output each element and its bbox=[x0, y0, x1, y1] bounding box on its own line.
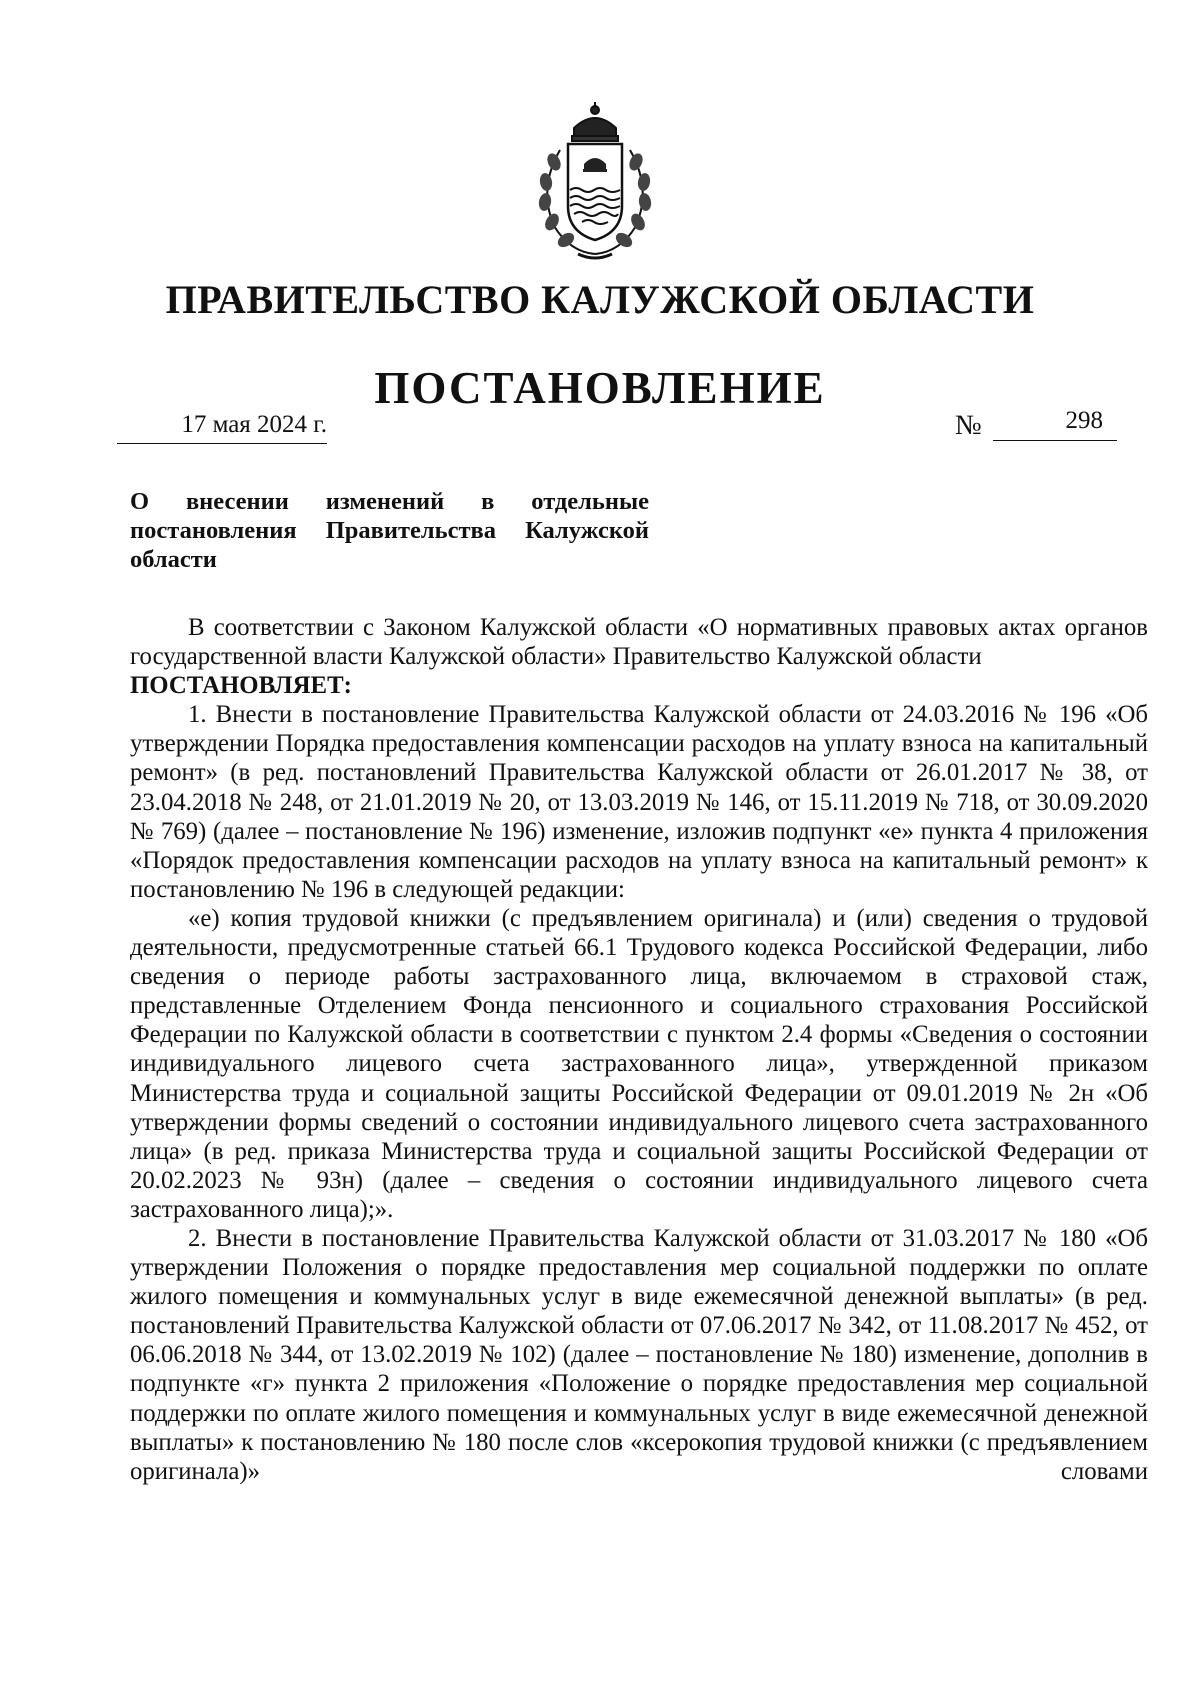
resolves-heading: ПОСТАНОВЛЯЕТ: bbox=[130, 672, 352, 700]
preamble-paragraph: В соответствии с Законом Калужской области «О нормативных правовых актах органов государственной власти Калужской области» Правительство Калужской области bbox=[130, 614, 1148, 671]
organization-title: ПРАВИТЕЛЬСТВО КАЛУЖСКОЙ ОБЛАСТИ bbox=[165, 277, 1035, 322]
document-date: 17 мая 2024 г. bbox=[181, 411, 327, 438]
item-2-paragraph: 2. Внести в постановление Правительства Калужской области от 31.03.2017 № 180 «Об утверждении Положения о порядке предоставления мер социальной поддержки по оплате жилого помещения и коммунальных услуг в виде ежемесячной денежной выплаты» (в ред. постановлений Правительства Калужской области от 07.06.2017 № 342, от 11.08.2017 № 452, от 06.06.2018 № 344, от 13.02.2019 № 102) (далее – постановление № 180) изменение, дополнив в подпункте «г» пункта 2 приложения «Положение о порядке предоставления мер социальной поддержки по оплате жилого помещения и коммунальных услуг в виде ежемесячной денежной выплаты» к постановлению № 180 после слов «ксерокопия трудовой книжки (с предъявлением оригинала)» словами bbox=[130, 1224, 1148, 1485]
coat-of-arms-icon bbox=[530, 102, 660, 262]
document-body bbox=[130, 613, 1148, 1486]
document-type-title: ПОСТАНОВЛЕНИЕ bbox=[374, 363, 826, 413]
document-number: 298 bbox=[1065, 407, 1103, 434]
item-1-paragraph: 1. Внести в постановление Правительства Калужской области от 24.03.2016 № 196 «Об утверждении Порядка предоставления компенсации расходов на уплату взноса на капитальный ремонт» (в ред. постановлений Правительства Калужской области от 26.01.2017 № 38, от 23.04.2018 № 248, от 21.01.2019 № 20, от 13.03.2019 № 146, от 15.11.2019 № 718, от 30.09.2020 № 769) (далее – постановление № 196) изменение, изложив подпункт «е» пункта 4 приложения «Порядок предоставления компенсации расходов на уплату взноса на капитальный ремонт» к постановлению № 196 в следующей редакции: bbox=[130, 701, 1148, 903]
number-sign: № bbox=[955, 410, 982, 441]
item-1-quote-paragraph: «е) копия трудовой книжки (с предъявлением оригинала) и (или) сведения о трудовой деятельности, предусмотренные статьей 66.1 Трудового кодекса Российской Федерации, либо сведения о периоде работы застрахованного лица, включаемом в страховой стаж, представленные Отделением Фонда пенсионного и социального страхования Российской Федерации по Калужской области в соответствии с пунктом 2.4 формы «Сведения о состоянии индивидуального лицевого счета застрахованного лица», утвержденной приказом Министерства труда и социальной защиты Российской Федерации от 09.01.2019 № 2н «Об утверждении формы сведений о состоянии индивидуального лицевого счета застрахованного лица» (в ред. приказа Министерства труда и социальной защиты Российской Федерации от 20.02.2023 № 93н) (далее – сведения о состоянии индивидуального лицевого счета застрахованного лица);». bbox=[130, 904, 1148, 1223]
number-field bbox=[993, 403, 1117, 441]
date-field bbox=[117, 405, 327, 444]
document-subject: О внесении изменений в отдельные постановления Правительства Калужской области bbox=[130, 488, 649, 573]
